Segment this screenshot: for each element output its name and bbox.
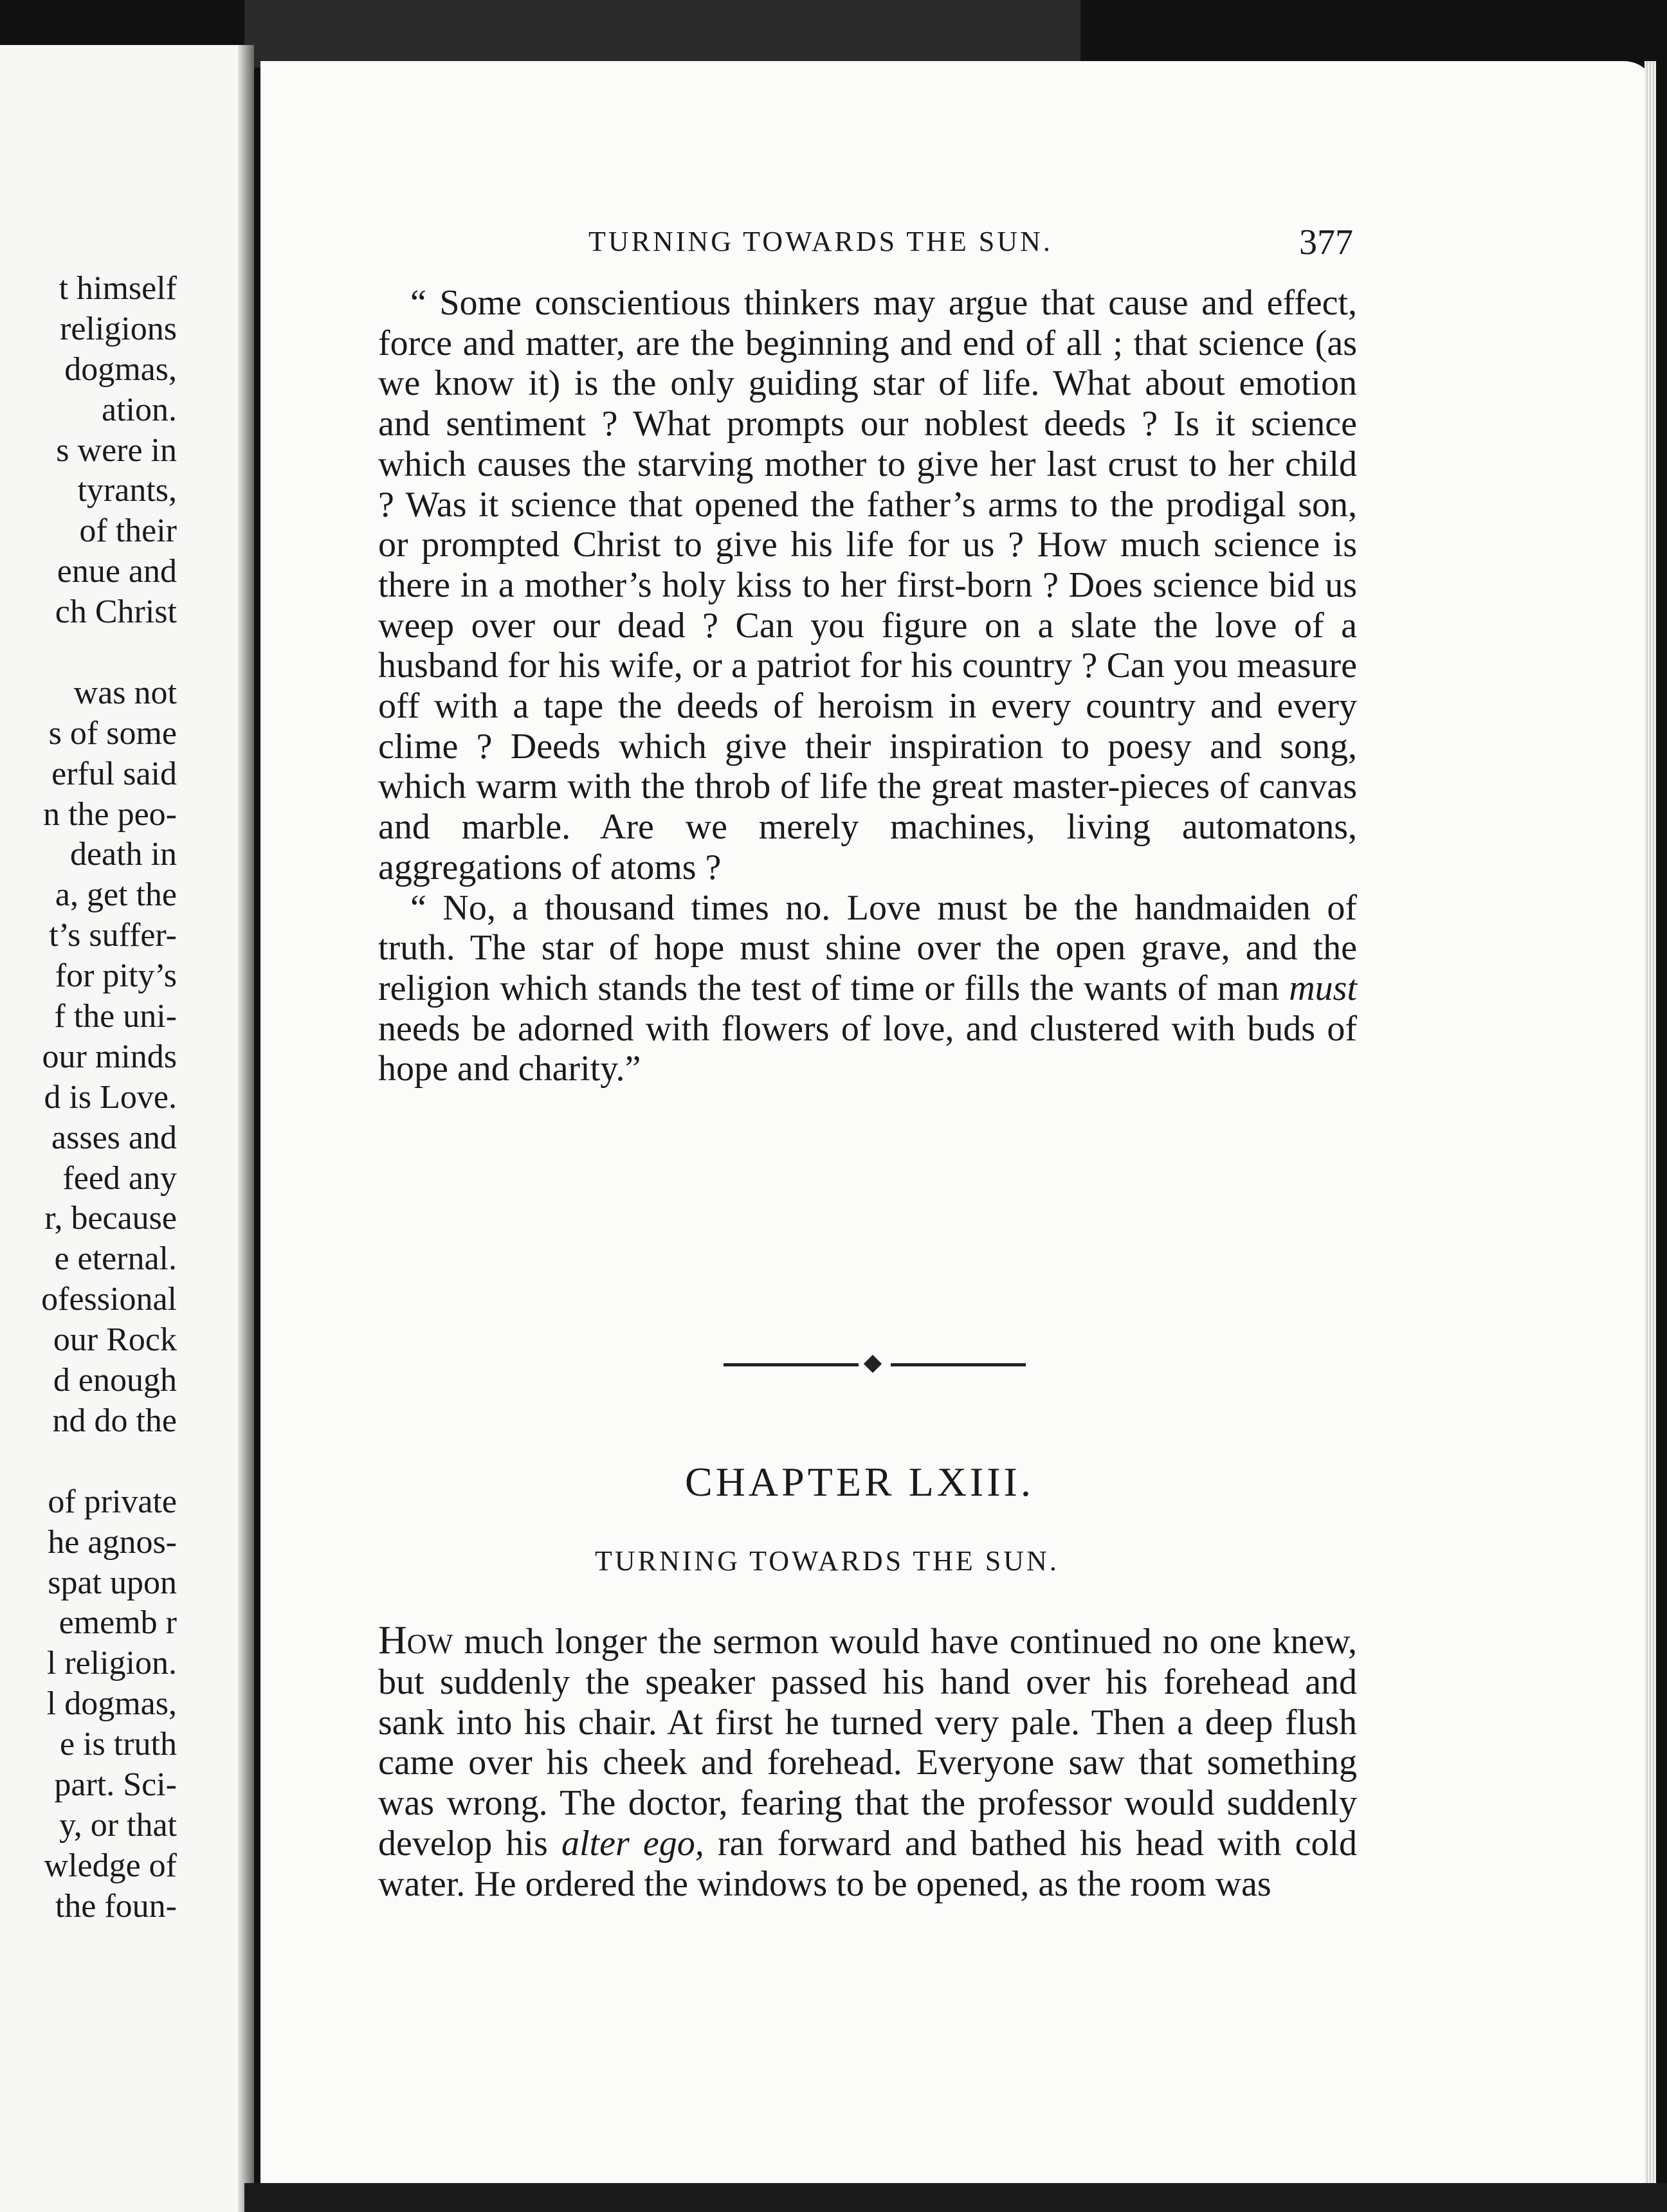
left-page-line: nd do the (52, 1402, 177, 1439)
left-page-line: he agnos- (48, 1523, 177, 1561)
left-page-text (0, 269, 177, 1927)
left-page-line: religions (60, 310, 177, 347)
section-divider-ornament (724, 1357, 1026, 1372)
left-page-line: a, get the (55, 876, 177, 914)
page-number: 377 (1299, 222, 1353, 262)
left-page-line: ch Christ (55, 594, 177, 631)
left-page-line: tyrants, (77, 472, 177, 509)
left-page-line: s were in (56, 431, 177, 469)
left-page-line: l dogmas, (46, 1685, 177, 1723)
divider-rule-left (724, 1363, 859, 1366)
left-page-line (0, 1442, 177, 1482)
left-page-line: wledge of (44, 1847, 177, 1884)
left-page-line: t’s suffer- (49, 917, 177, 954)
left-page-line: ememb r (59, 1604, 177, 1642)
left-page-line: asses and (51, 1119, 177, 1156)
left-page-line: n the peo- (43, 795, 177, 833)
chapter-text-b: ran forward and bathed his head with cold water. He ordered the windows to be opened, as the room was (378, 1823, 1358, 1904)
left-page-line: s of some (48, 714, 177, 752)
left-page-line: death in (69, 836, 177, 873)
left-page-line: for pity’s (55, 957, 177, 995)
quote-paragraph-1: “ Some conscientious thinkers may argue that cause and effect, force and matter, are the beginning and end of all ; that science (as we know it) is the only guiding star of life. What about emotion and sentiment ? What prompts our noblest deeds ? Is it science which causes the starving mother to give her last crust to her child ? Was it science that opened the father’s arms to the prodigal son, or prompted Christ to give his life for us ? How much science is there in a mother’s holy kiss to her first-born ? Does science bid us weep over our dead ? Can you figure on a slate the love of a husband for his wife, or a patriot for his country ? Can you measure off with a tape the deeds of heroism in every country and every clime ? Deeds which give their inspiration to poesy and song, which warm with the throb of life the great master-pieces of canvas and marble. Are we merely machines, living automatons, aggregations of atoms ? (378, 283, 1357, 887)
left-page-line: t himself (59, 270, 177, 307)
left-page-line: spat upon (48, 1564, 177, 1601)
left-page-line (0, 633, 177, 673)
left-page-line: our Rock (53, 1321, 177, 1359)
divider-rule-right (891, 1363, 1026, 1366)
chapter-first-word: How (378, 1618, 453, 1662)
left-page-line: e is truth (60, 1726, 177, 1763)
quotation-body (378, 283, 1357, 1089)
left-page-line: l religion. (46, 1645, 177, 1682)
book-bottom-edge (244, 2183, 1667, 2212)
quote-2-text-a: “ No, a thousand times no. Love must be the handmaiden of truth. The star of hope must shine over the open grave, and the religion which stands the test of time or fills the wants of man (378, 887, 1357, 1008)
left-page-line: of private (48, 1483, 177, 1520)
left-page-line: d is Love. (44, 1078, 177, 1116)
quote-2-emphasis: must (1289, 968, 1357, 1008)
book-gutter (238, 45, 254, 2212)
chapter-emphasis: alter ego, (561, 1823, 704, 1863)
left-page-line: y, or that (59, 1806, 177, 1844)
quote-2-text-b: needs be adorned with flowers of love, and clustered with buds of hope and charity.” (378, 1008, 1357, 1089)
left-page-line: was not (73, 674, 177, 711)
chapter-subtitle: TURNING TOWARDS THE SUN. (595, 1545, 1059, 1577)
left-page-line: our minds (42, 1038, 177, 1075)
left-page-line: f the uni- (54, 998, 177, 1035)
left-page-line: ofessional (41, 1281, 177, 1318)
chapter-body (378, 1620, 1357, 1905)
chapter-text-a: much longer the sermon would have continued no one knew, but suddenly the speaker passed his hand over his forehead and sank into his chair. At first he turned very pale. Then a deep flush came over his cheek and forehead. Everyone saw that something was wrong. The doctor, fearing that the professor would suddenly develop his (378, 1622, 1357, 1863)
left-page-line: ation. (102, 391, 177, 428)
left-page-line: the foun- (55, 1887, 177, 1925)
left-page-line: e eternal. (54, 1240, 177, 1278)
left-page (0, 45, 254, 2212)
left-page-line: of their (79, 512, 177, 550)
quote-paragraph-2 (378, 888, 1357, 1090)
book-spine-top (244, 0, 1080, 68)
left-page-line: enue and (57, 553, 177, 590)
left-page-line: part. Sci- (54, 1766, 177, 1803)
divider-diamond (864, 1355, 882, 1373)
running-head: TURNING TOWARDS THE SUN. (588, 226, 1053, 257)
left-page-line: feed any (62, 1159, 177, 1197)
left-page-line: dogmas, (64, 350, 177, 388)
chapter-title: CHAPTER LXIII. (685, 1459, 1034, 1505)
left-page-line: d enough (53, 1362, 177, 1399)
chapter-paragraph-1 (378, 1620, 1357, 1905)
left-page-line: r, because (44, 1200, 177, 1237)
left-page-line: erful said (51, 755, 177, 792)
page-edge (1644, 61, 1656, 2183)
